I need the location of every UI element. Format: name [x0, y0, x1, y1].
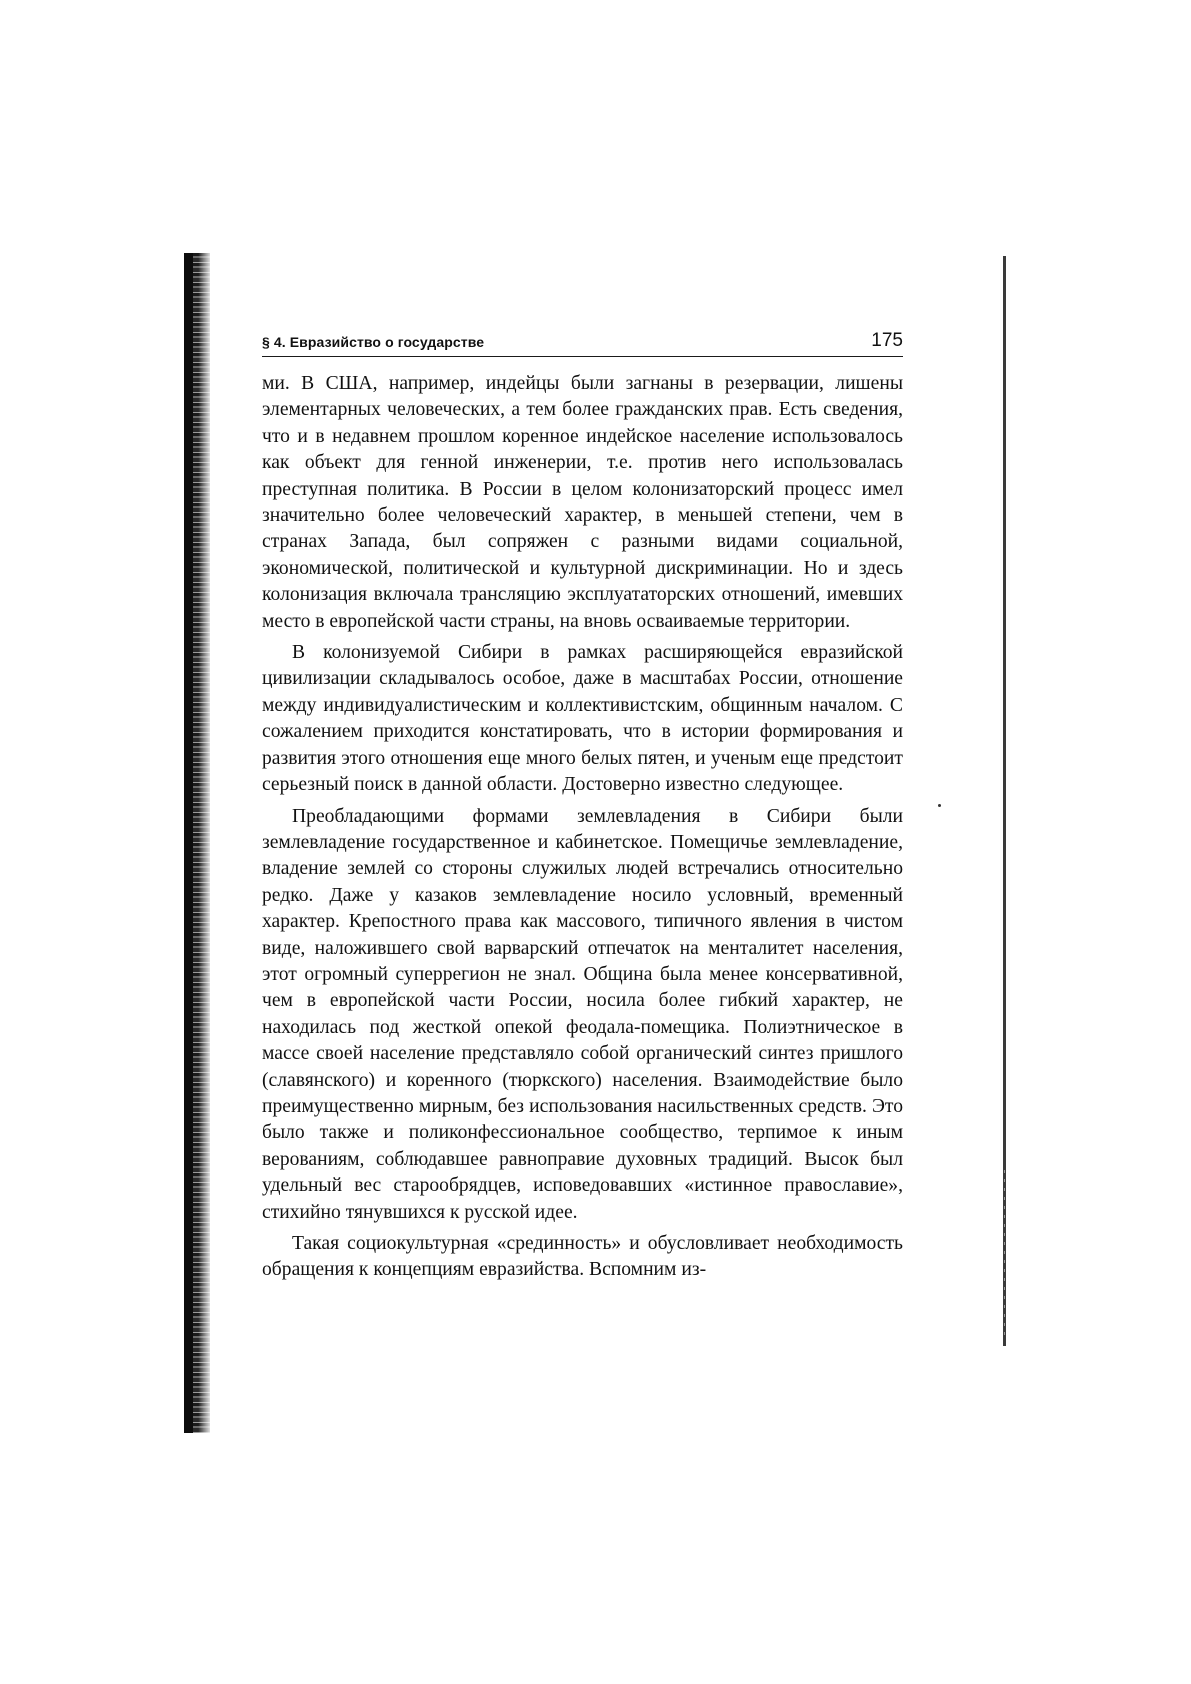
section-title: § 4. Евразийство о государстве [262, 334, 485, 350]
page-number: 175 [871, 330, 903, 351]
paragraph: Такая социокультурная «срединность» и обусловливает необходимость обращения к концепциям евразийства. Вспомним из- [262, 1233, 903, 1281]
paragraph-continued: ми. В США, например, индейцы были загнаны в резервации, лишены элементарных человеческих, а тем более гражданских прав. Есть сведения, что и в недавнем прошлом коренное индейское население использовалось как объект для генной инженерии, т.е. против него использовалась преступная политика. В России в целом колонизаторский процесс имел значительно более человеческий характер, в меньшей степени, чем в странах Запада, был сопряжен с разными видами социальной, экономической, политической и культурной дискриминации. Но и здесь колонизация включала трансляцию эксплуататорских отношений, имевших место в европейской части страны, на вновь осваиваемые территории. [262, 373, 903, 632]
paragraph: В колонизуемой Сибири в рамках расширяющейся евразийской цивилизации складывалось особое, даже в масштабах России, отношение между индивидуалистическим и коллективистским, общинным началом. С сожалением приходится констатировать, что в истории формирования и развития этого отношения еще много белых пятен, и ученым еще предстоит серьезный поиск в данной области. Достоверно известно следующее. [262, 642, 903, 796]
book-page [262, 330, 903, 1289]
scan-speck [938, 804, 941, 807]
running-header [262, 330, 903, 357]
paragraph: Преобладающими формами землевладения в Сибири были землевладение государственное и кабинетское. Помещичье землевладение, владение землей со стороны служилых людей встречались относительно редко. Даже у казаков землевладение носило условный, временный характер. Крепостного права как массового, типичного явления в чистом виде, наложившего свой варварский отпечаток на менталитет населения, этот огромный суперрегион не знал. Община была менее консервативной, чем в европейской части России, носила более гибкий характер, не находилась под жесткой опекой феодала-помещика. Полиэтническое в массе своей население представляло собой органический синтез пришлого (славянского) и коренного (тюркского) населения. Взаимодействие было преимущественно мирным, без использования насильственных средств. Это было также и поликонфессиональное сообщество, терпимое к иным верованиям, соблюдавшее равноправие духовных традиций. Высок был удельный вес старообрядцев, исповедовавших «истинное православие», стихийно тянувшихся к русской идее. [262, 805, 903, 1223]
page-edge-dotted-line [1004, 1170, 1005, 1340]
scan-edge-shadow [184, 253, 193, 1433]
page-body [262, 371, 903, 1284]
